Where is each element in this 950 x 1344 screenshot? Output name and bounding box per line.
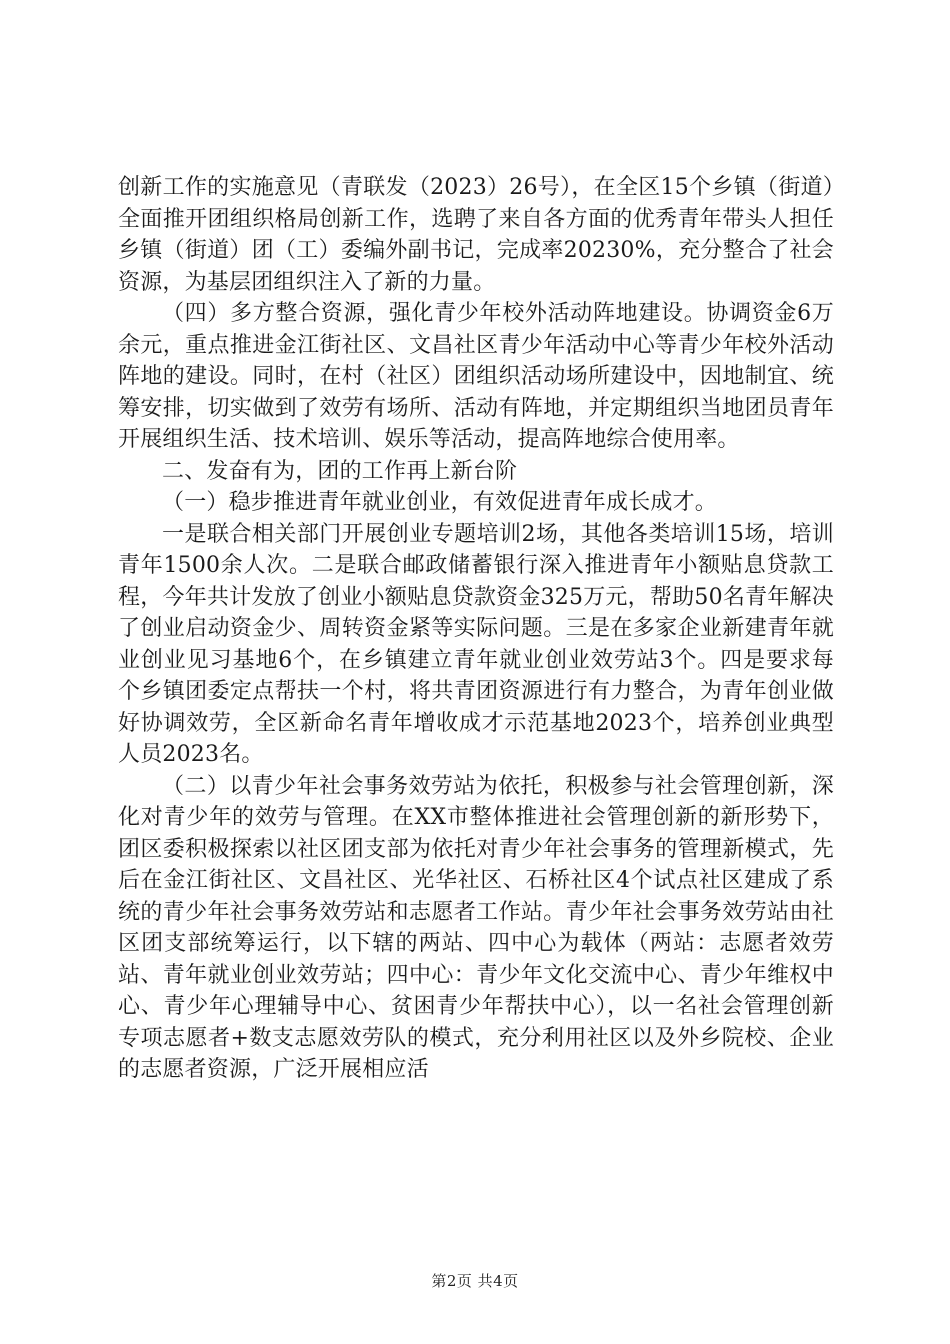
- paragraph-social-affairs: （二）以青少年社会事务效劳站为依托，积极参与社会管理创新，深化对青少年的效劳与管理。在XX市整体推进社会管理创新的新形势下，团区委积极探索以社区团支部为依托对青少年社会事务的管理新模式，先后在金江街社区、文昌社区、光华社区、石桥社区4个试点社区建成了系统的青少年社会事务效劳站和志愿者工作站。青少年社会事务效劳站由社区团支部统筹运行，以下辖的两站、四中心为载体（两站：志愿者效劳站、青年就业创业效劳站；四中心：青少年文化交流中心、青少年维权中心、青少年心理辅导中心、贫困青少年帮扶中心），以一名社会管理创新专项志愿者+数支志愿效劳队的模式，充分利用社区以及外乡院校、企业的志愿者资源，广泛开展相应活: [118, 773, 834, 1082]
- subsection-heading-1: （一）稳步推进青年就业创业，有效促进青年成长成才。: [162, 490, 718, 515]
- section-heading-2: 二、发奋有为，团的工作再上新台阶: [162, 458, 518, 484]
- paragraph-employment: 一是联合相关部门开展创业专题培训2场，其他各类培训15场，培训青年1500余人次。二是联合邮政储蓄银行深入推进青年小额贴息贷款工程，今年共计发放了创业小额贴息贷款资金325万元，帮助50名青年解决了创业启动资金少、周转资金紧等实际问题。三是在多家企业新建青年就业创业见习基地6个，在乡镇建立青年就业创业效劳站3个。四是要求每个乡镇团委定点帮扶一个村，将共青团资源进行有力整合，为青年创业做好协调效劳，全区新命名青年增收成才示范基地2023个，培养创业典型人员2023名。: [118, 521, 834, 767]
- document-body: [118, 172, 834, 1086]
- paragraph-section-4: （四）多方整合资源，强化青少年校外活动阵地建设。协调资金6万余元，重点推进金江街社区、文昌社区青少年活动中心等青少年校外活动阵地的建设。同时，在村（社区）团组织活动场所建设中，因地制宜、统筹安排，切实做到了效劳有场所、活动有阵地，并定期组织当地团员青年开展组织生活、技术培训、娱乐等活动，提高阵地综合使用率。: [118, 301, 834, 452]
- paragraph-continuation: 创新工作的实施意见（青联发（2023）26号），在全区15个乡镇（街道）全面推开团组织格局创新工作，选聘了来自各方面的优秀青年带头人担任乡镇（街道）团（工）委编外副书记，完成率20230%，充分整合了社会资源，为基层团组织注入了新的力量。: [118, 175, 834, 295]
- page-number-footer: 第2页 共4页: [431, 1272, 519, 1290]
